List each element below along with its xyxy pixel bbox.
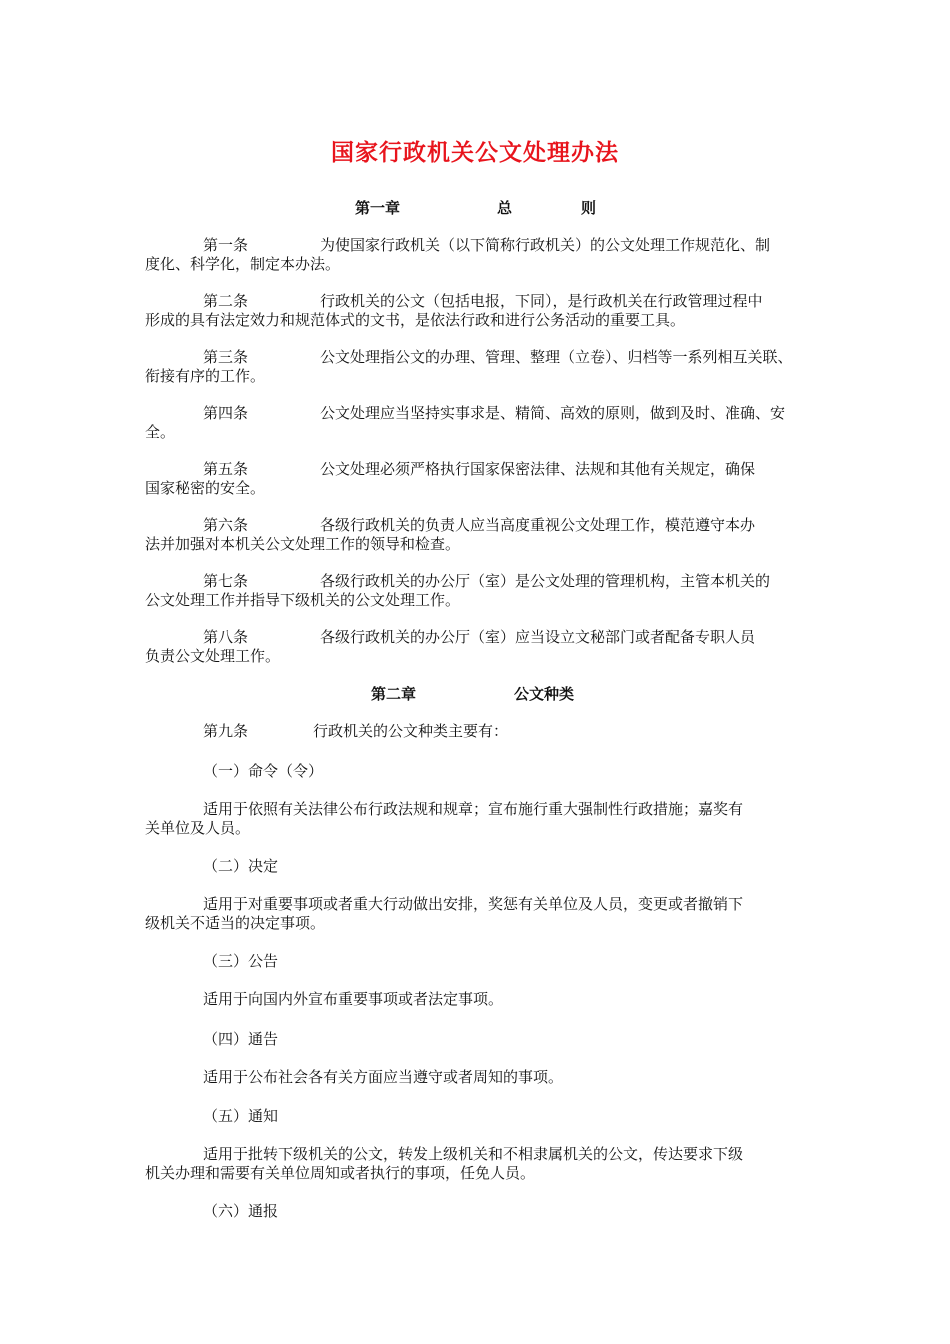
article-7: [145, 572, 815, 610]
type-label: （二）决定: [203, 857, 279, 875]
article-text-line-2: 国家秘密的安全。: [145, 479, 266, 497]
article-3: [145, 348, 815, 386]
article-text-line-1: 公文处理指公文的办理、管理、整理（立卷）、归档等一系列相互关联、: [320, 348, 793, 366]
article-9-number: 第九条: [203, 722, 249, 740]
article-text-line-2: 法并加强对本机关公文处理工作的领导和检查。: [145, 535, 461, 553]
article-number: 第一条: [203, 236, 249, 254]
article-text-line-1: 公文处理必须严格执行国家保密法律、法规和其他有关规定，确保: [320, 460, 756, 478]
article-text-line-1: 各级行政机关的负责人应当高度重视公文处理工作，模范遵守本办: [320, 516, 756, 534]
chapter-2-name: 公文种类: [514, 685, 575, 703]
type-description: 适用于对重要事项或者重大行动做出安排，奖惩有关单位及人员，变更或者撤销下 级机关不适当的决定事项。: [145, 895, 744, 932]
chapter-1-name-part-1: 总: [497, 199, 513, 217]
article-text-line-1: 各级行政机关的办公厅（室）是公文处理的管理机构，主管本机关的: [320, 572, 771, 590]
document-title: 国家行政机关公文处理办法: [331, 139, 619, 166]
chapter-2-number: 第二章: [371, 685, 417, 703]
article-1: [145, 236, 815, 274]
article-text-line-1: 为使国家行政机关（以下简称行政机关）的公文处理工作规范化、制: [320, 236, 771, 254]
article-2: [145, 292, 815, 330]
article-4: [145, 404, 815, 442]
type-label: （三）公告: [203, 952, 279, 970]
article-number: 第二条: [203, 292, 249, 310]
type-label: （四）通告: [203, 1030, 279, 1048]
article-number: 第八条: [203, 628, 249, 646]
type-description: 适用于向国内外宣布重要事项或者法定事项。: [203, 990, 504, 1008]
article-text-line-1: 行政机关的公文（包括电报，下同），是行政机关在行政管理过程中: [320, 292, 763, 310]
article-text-line-1: 各级行政机关的办公厅（室）应当设立文秘部门或者配备专职人员: [320, 628, 756, 646]
type-description: 适用于公布社会各有关方面应当遵守或者周知的事项。: [203, 1068, 564, 1086]
article-8: [145, 628, 815, 666]
article-6: [145, 516, 815, 554]
article-text-line-2: 公文处理工作并指导下级机关的公文处理工作。: [145, 591, 461, 609]
article-number: 第五条: [203, 460, 249, 478]
article-number: 第七条: [203, 572, 249, 590]
type-description: 适用于依照有关法律公布行政法规和规章；宣布施行重大强制性行政措施；嘉奖有 关单位及人员。: [145, 800, 744, 837]
chapter-1-name-part-2: 则: [581, 199, 597, 217]
article-number: 第六条: [203, 516, 249, 534]
article-text-line-1: 公文处理应当坚持实事求是、精简、高效的原则，做到及时、准确、安: [320, 404, 786, 422]
chapter-1-number: 第一章: [355, 199, 401, 217]
article-text-line-2: 全。: [145, 423, 176, 441]
article-text-line-2: 度化、科学化，制定本办法。: [145, 255, 341, 273]
article-number: 第三条: [203, 348, 249, 366]
article-5: [145, 460, 815, 498]
type-description: 适用于批转下级机关的公文，转发上级机关和不相隶属机关的公文，传达要求下级 机关办理和需要有关单位周知或者执行的事项，任免人员。: [145, 1145, 744, 1182]
article-text-line-2: 衔接有序的工作。: [145, 367, 266, 385]
type-label: （一）命令（令）: [203, 762, 324, 780]
type-label: （六）通报: [203, 1202, 279, 1220]
article-text-line-2: 负责公文处理工作。: [145, 647, 281, 665]
type-label: （五）通知: [203, 1107, 279, 1125]
article-number: 第四条: [203, 404, 249, 422]
article-text-line-2: 形成的具有法定效力和规范体式的文书，是依法行政和进行公务活动的重要工具。: [145, 311, 686, 329]
article-9-text: 行政机关的公文种类主要有：: [313, 722, 509, 740]
